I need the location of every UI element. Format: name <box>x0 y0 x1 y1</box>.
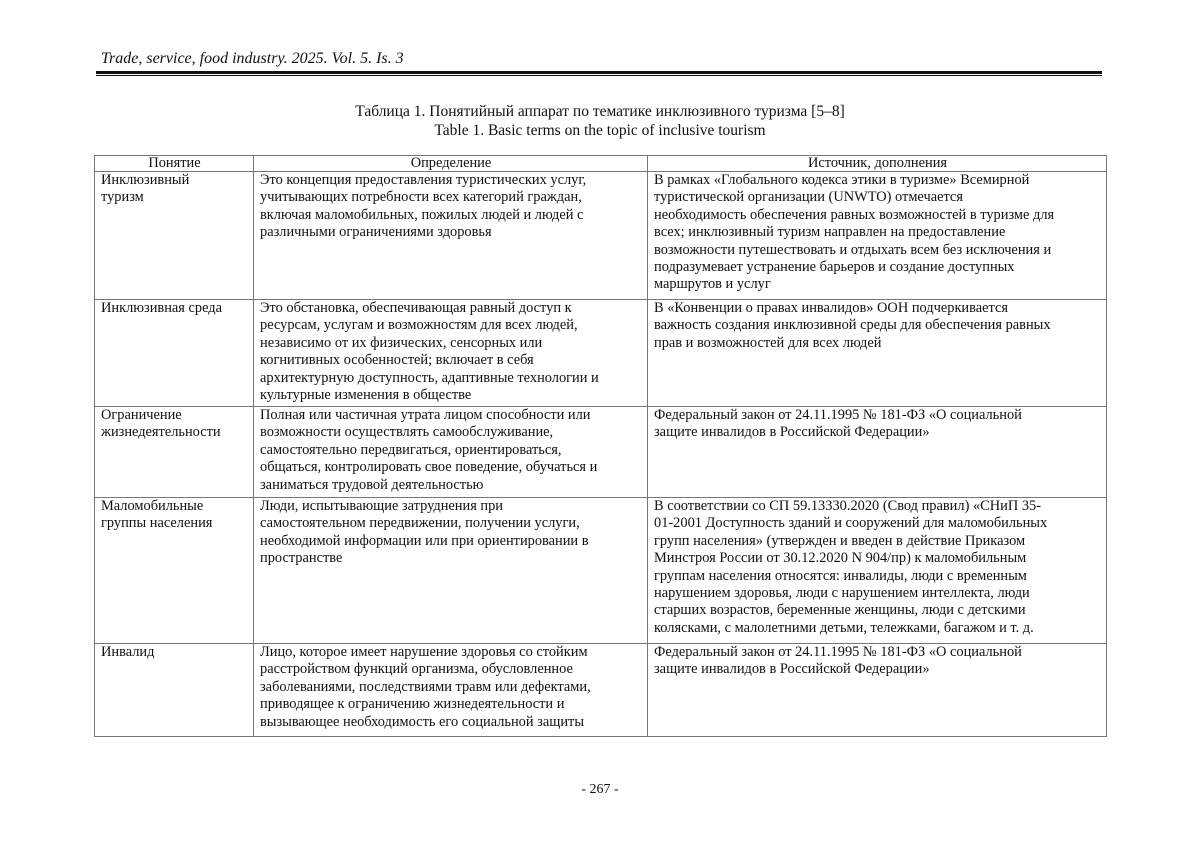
definition-cell: Это обстановка, обеспечивающая равный доступ к ресурсам, услугам и возможностям для всех людей, независимо от их физических, сенсорных или когнитивных особенностей; включает в себя архитектурную доступность, адаптивные технологии и культурные изменения в обществе <box>254 300 648 407</box>
term-cell: Ограничение жизнедеятельности <box>95 407 254 498</box>
source-cell: В рамках «Глобального кодекса этики в туризме» Всемирной туристической организации (UNWTO) отмечается необходимость обеспечения равных возможностей в туризме для всех; инклюзивный туризм направлен на предоставление возможности путешествовать и отдыхать всем без исключения и подразумевает устранение барьеров и создание доступных маршрутов и услуг <box>648 172 1107 300</box>
definition-cell: Лицо, которое имеет нарушение здоровья со стойким расстройством функций организма, обусловленное заболеваниями, последствиями травм или дефектами, приводящее к ограничению жизнедеятельности и вызывающее необходимость его социальной защиты <box>254 644 648 737</box>
table-row <box>95 300 1107 407</box>
header-source: Источник, дополнения <box>648 156 1107 172</box>
table-row <box>95 644 1107 737</box>
header-definition: Определение <box>254 156 648 172</box>
term-cell: Маломобильные группы населения <box>95 498 254 644</box>
table-caption-ru: Таблица 1. Понятийный аппарат по тематике инклюзивного туризма [5–8] <box>355 103 845 120</box>
header-term: Понятие <box>95 156 254 172</box>
term-cell: Инклюзивная среда <box>95 300 254 407</box>
journal-running-header: Trade, service, food industry. 2025. Vol. 5. Is. 3 <box>101 50 404 67</box>
term-cell: Инвалид <box>95 644 254 737</box>
definition-cell: Это концепция предоставления туристических услуг, учитывающих потребности всех категорий граждан, включая маломобильных, пожилых людей и людей с различными ограничениями здоровья <box>254 172 648 300</box>
term-cell: Инклюзивный туризм <box>95 172 254 300</box>
source-cell: В «Конвенции о правах инвалидов» ООН подчеркивается важность создания инклюзивной среды для обеспечения равных прав и возможностей для всех людей <box>648 300 1107 407</box>
terms-table <box>94 155 1107 737</box>
table-row <box>95 172 1107 300</box>
table-caption-en: Table 1. Basic terms on the topic of inclusive tourism <box>434 122 766 139</box>
definition-cell: Полная или частичная утрата лицом способности или возможности осуществлять самообслуживание, самостоятельно передвигаться, ориентироваться, общаться, контролировать свое поведение, обучаться и заниматься трудовой деятельностью <box>254 407 648 498</box>
source-cell: В соответствии со СП 59.13330.2020 (Свод правил) «СНиП 35- 01-2001 Доступность зданий и сооружений для маломобильных групп населения» (утвержден и введен в действие Приказом Минстроя России от 30.12.2020 N 904/пр) к маломобильным группам населения относятся: инвалиды, люди с временным нарушением здоровья, люди с нарушением интеллекта, люди старших возрастов, беременные женщины, люди с детскими колясками, с малолетними детьми, тележками, багажом и т. д. <box>648 498 1107 644</box>
header-rule-thin <box>96 75 1102 76</box>
table-row <box>95 498 1107 644</box>
page-number: - 267 - <box>581 782 619 797</box>
header-rule <box>96 71 1102 74</box>
source-cell: Федеральный закон от 24.11.1995 № 181-ФЗ «О социальной защите инвалидов в Российской Федерации» <box>648 407 1107 498</box>
table-row <box>95 407 1107 498</box>
source-cell: Федеральный закон от 24.11.1995 № 181-ФЗ «О социальной защите инвалидов в Российской Федерации» <box>648 644 1107 737</box>
definition-cell: Люди, испытывающие затруднения при самостоятельном передвижении, получении услуги, необходимой информации или при ориентировании в пространстве <box>254 498 648 644</box>
table-header-row <box>95 156 1107 172</box>
